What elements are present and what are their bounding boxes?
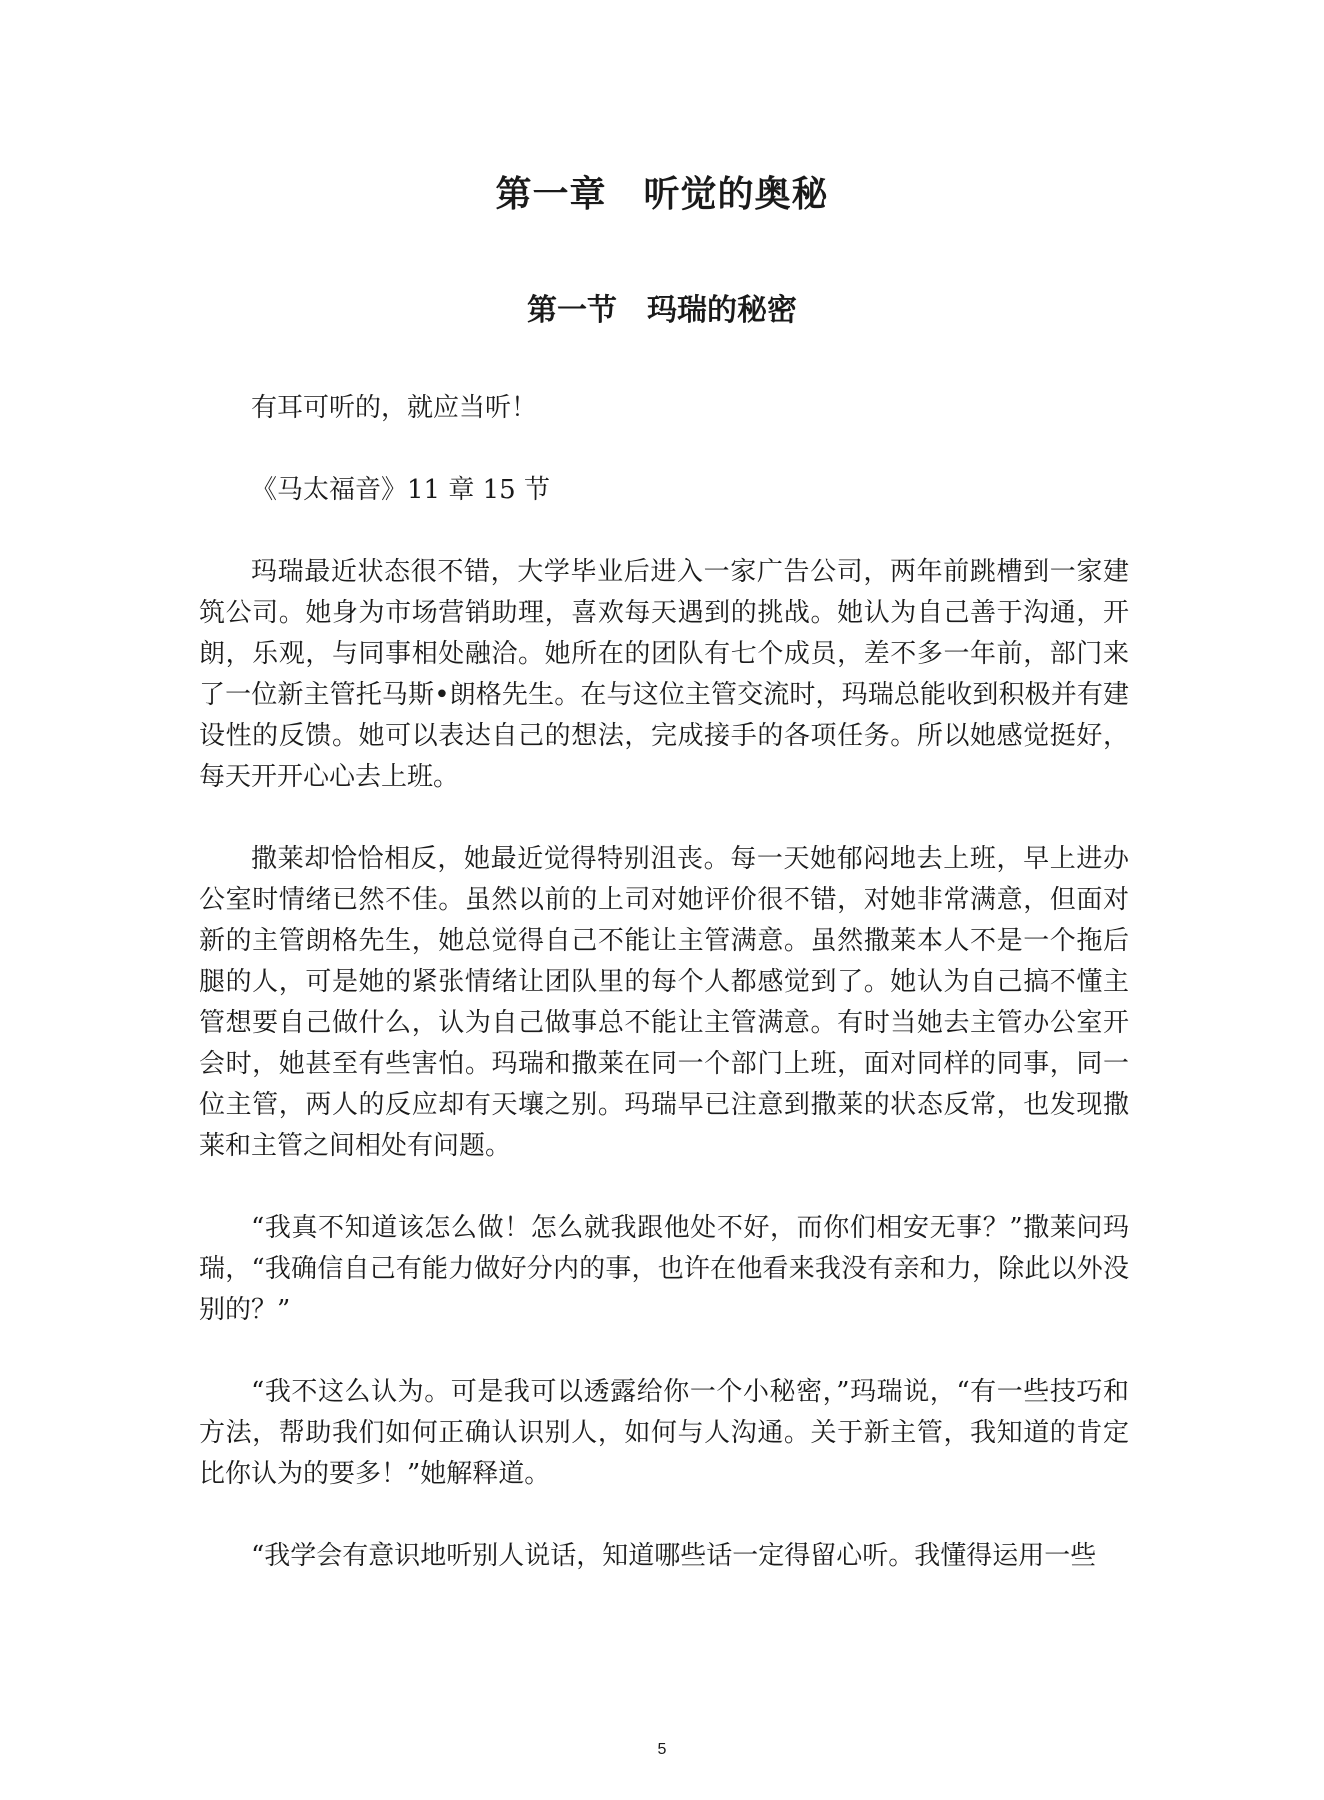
body-text (199, 388, 1129, 1618)
section-title: 第一节 玛瑞的秘密 (527, 293, 797, 328)
page-number: 5 (657, 1741, 667, 1758)
paragraph: “我学会有意识地听别人说话，知道哪些话一定得留心听。我懂得运用一些 (251, 1541, 1097, 1571)
paragraph: 玛瑞最近状态很不错，大学毕业后进入一家广告公司，两年前跳槽到一家建筑公司。她身为市场营销助理，喜欢每天遇到的挑战。她认为自己善于沟通，开朗，乐观，与同事相处融洽。她所在的团队有七个成员，差不多一年前，部门来了一位新主管托马斯•朗格先生。在与这位主管交流时，玛瑞总能收到积极并有建设性的反馈。她可以表达自己的想法，完成接手的各项任务。所以她感觉挺好，每天开开心心去上班。 (199, 557, 1129, 792)
paragraph: “我真不知道该怎么做！怎么就我跟他处不好，而你们相安无事？”撒莱问玛瑞，“我确信自己有能力做好分内的事，也许在他看来我没有亲和力，除此以外没别的？” (199, 1213, 1129, 1325)
chapter-title: 第一章 听觉的奥秘 (495, 174, 829, 215)
epigraph-quote: 有耳可听的，就应当听！ (251, 393, 538, 423)
paragraph: “我不这么认为。可是我可以透露给你一个小秘密，”玛瑞说，“有一些技巧和方法，帮助我们如何正确认识别人，如何与人沟通。关于新主管，我知道的肯定比你认为的要多！”她解释道。 (199, 1377, 1129, 1489)
paragraph: 撒莱却恰恰相反，她最近觉得特别沮丧。每一天她郁闷地去上班，早上进办公室时情绪已然不佳。虽然以前的上司对她评价很不错，对她非常满意，但面对新的主管朗格先生，她总觉得自己不能让主管满意。虽然撒莱本人不是一个拖后腿的人，可是她的紧张情绪让团队里的每个人都感觉到了。她认为自己搞不懂主管想要自己做什么，认为自己做事总不能让主管满意。有时当她去主管办公室开会时，她甚至有些害怕。玛瑞和撒莱在同一个部门上班，面对同样的同事，同一位主管，两人的反应却有天壤之别。玛瑞早已注意到撒莱的状态反常，也发现撒莱和主管之间相处有问题。 (199, 844, 1129, 1161)
epigraph-source: 《马太福音》11 章 15 节 (251, 475, 550, 505)
